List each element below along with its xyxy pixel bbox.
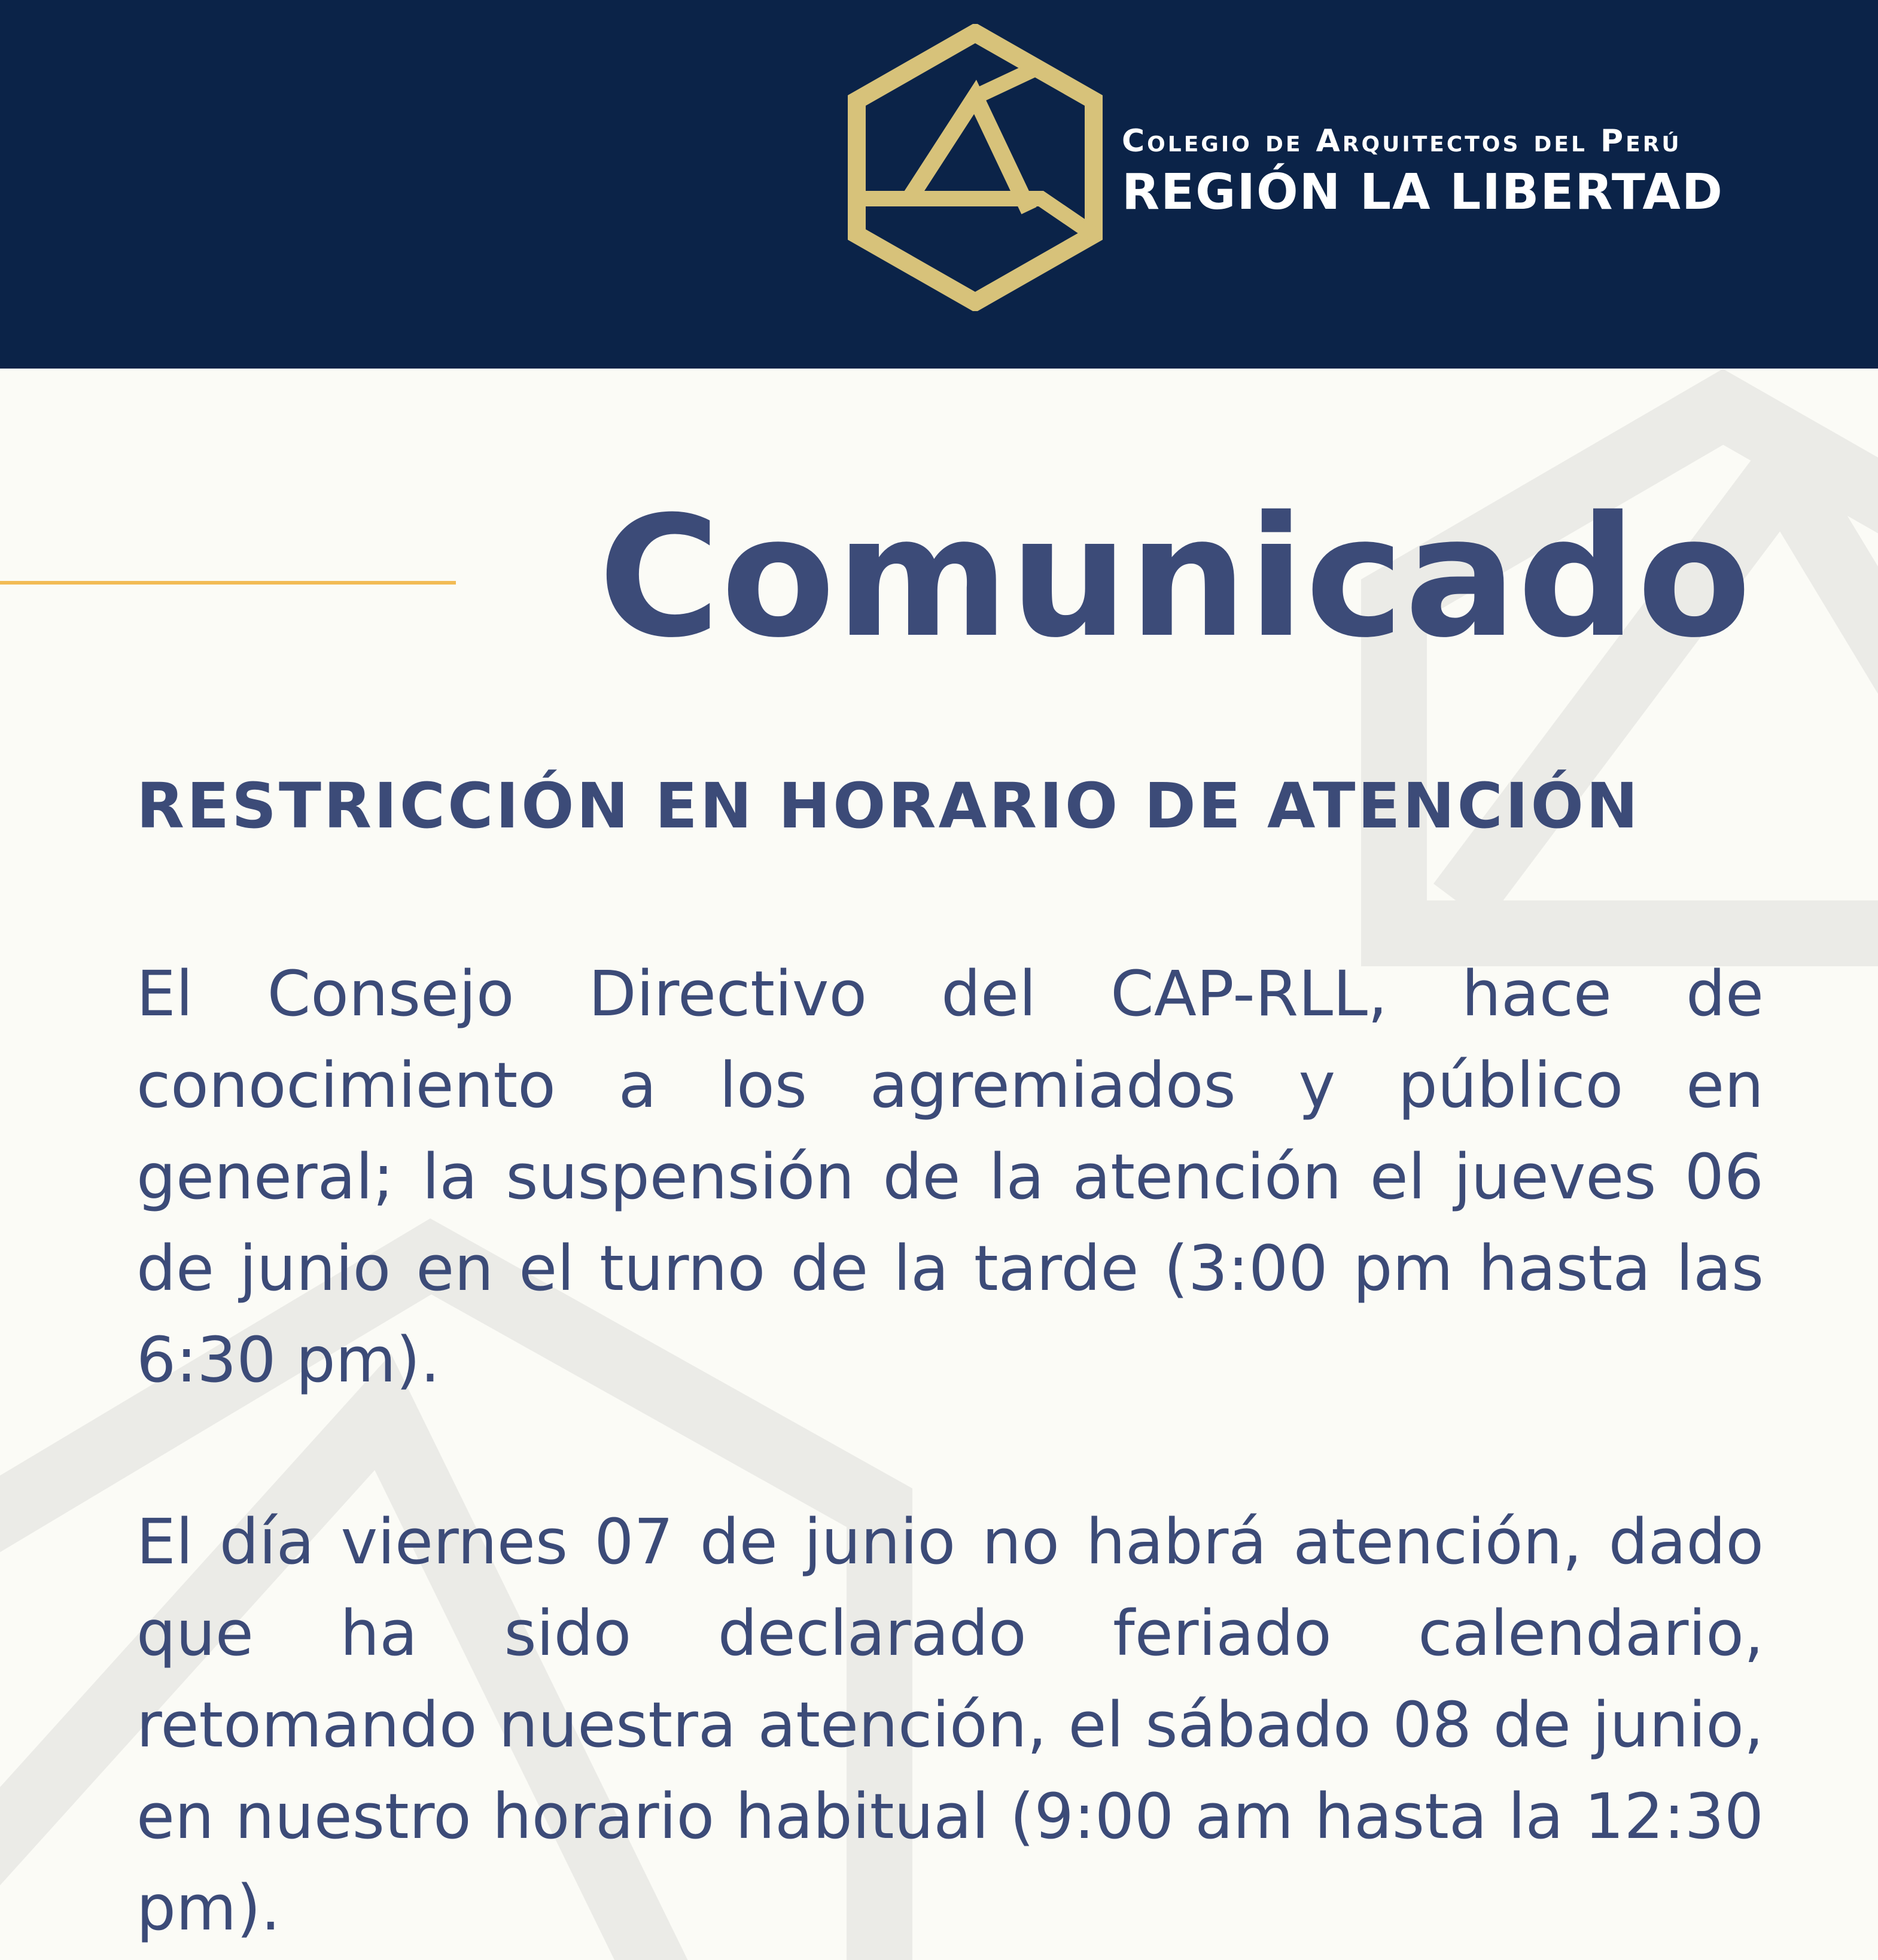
- accent-divider: [0, 581, 456, 585]
- logo-hexagon-icon: [844, 24, 1107, 311]
- header-banner: [0, 0, 1878, 369]
- notice-paragraph-1: El Consejo Directivo del CAP-RLL, hace de conocimiento a los agremiados y público en general; la suspensión de la atención el jueves 06 de junio en el turno de la tarde (3:00 pm hasta las 6:30 pm).: [136, 957, 1764, 1396]
- page-title: Comunicado: [598, 480, 1752, 674]
- organization-name-line1: Colegio de Arquitectos del Perú: [1122, 123, 1682, 159]
- organization-name: [1122, 120, 1724, 223]
- organization-region: REGIÓN LA LIBERTAD: [1122, 164, 1724, 221]
- notice-subtitle: RESTRICCIÓN EN HORARIO DE ATENCIÓN: [136, 769, 1640, 842]
- notice-paragraph-2: El día viernes 07 de junio no habrá atención, dado que ha sido declarado feriado calendario, retomando nuestra atención, el sábado 08 de junio, en nuestro horario habitual (9:00 am hasta la 12:30 pm).: [136, 1505, 1764, 1944]
